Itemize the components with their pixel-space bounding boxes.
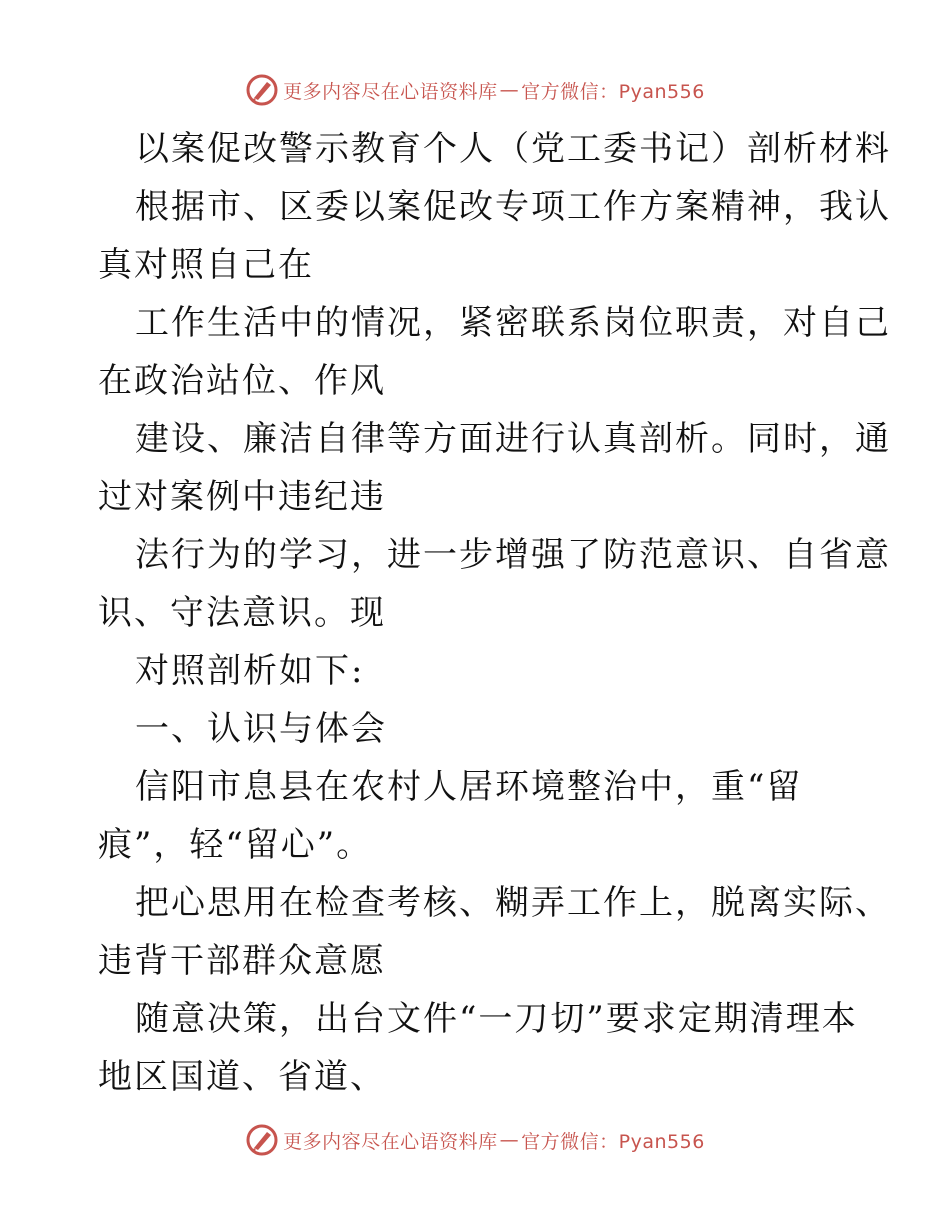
paragraph-line: 根据市、区委以案促改专项工作方案精神，我认 — [135, 187, 891, 227]
watermark-brand-text: 更多内容尽在心语资料库 — [283, 80, 498, 103]
document-title: 以案促改警示教育个人（党工委书记）剖析材料 — [135, 129, 891, 169]
document-body — [98, 120, 891, 1106]
paragraph-line: 把心思用在检查考核、糊弄工作上，脱离实际、 — [135, 883, 891, 923]
paragraph-line: 违背干部群众意愿 — [98, 941, 386, 981]
watermark-brand-text: 更多内容尽在心语资料库 — [283, 1130, 498, 1153]
watermark-separator: — — [499, 79, 520, 101]
pen-logo-icon — [245, 73, 279, 107]
paragraph-line: 在政治站位、作风 — [98, 361, 386, 401]
paragraph-line: 对照剖析如下: — [135, 651, 365, 691]
paragraph-line: 地区国道、省道、 — [98, 1057, 386, 1097]
paragraph-line: 工作生活中的情况，紧密联系岗位职责，对自己 — [135, 303, 891, 343]
watermark-header — [0, 70, 950, 110]
watermark-footer — [0, 1120, 950, 1160]
paragraph-line: 信阳市息县在农村人居环境整治中，重“留 — [135, 767, 803, 807]
paragraph-line: 痕”，轻“留心”。 — [98, 825, 373, 865]
paragraph-line: 真对照自己在 — [98, 245, 314, 285]
paragraph-line: 识、守法意识。现 — [98, 593, 386, 633]
paragraph-line: 建设、廉洁自律等方面进行认真剖析。同时，通 — [135, 419, 891, 459]
paragraph-line: 随意决策，出台文件“一刀切”要求定期清理本 — [135, 999, 858, 1039]
watermark-official-text: 官方微信：Pyan556 — [521, 1130, 705, 1153]
pen-logo-icon — [245, 1123, 279, 1157]
watermark-official-text: 官方微信：Pyan556 — [521, 80, 705, 103]
paragraph-line: 过对案例中违纪违 — [98, 477, 386, 517]
section-heading: 一、认识与体会 — [135, 709, 387, 749]
paragraph-line: 法行为的学习，进一步增强了防范意识、自省意 — [135, 535, 891, 575]
watermark-separator: — — [499, 1129, 520, 1151]
